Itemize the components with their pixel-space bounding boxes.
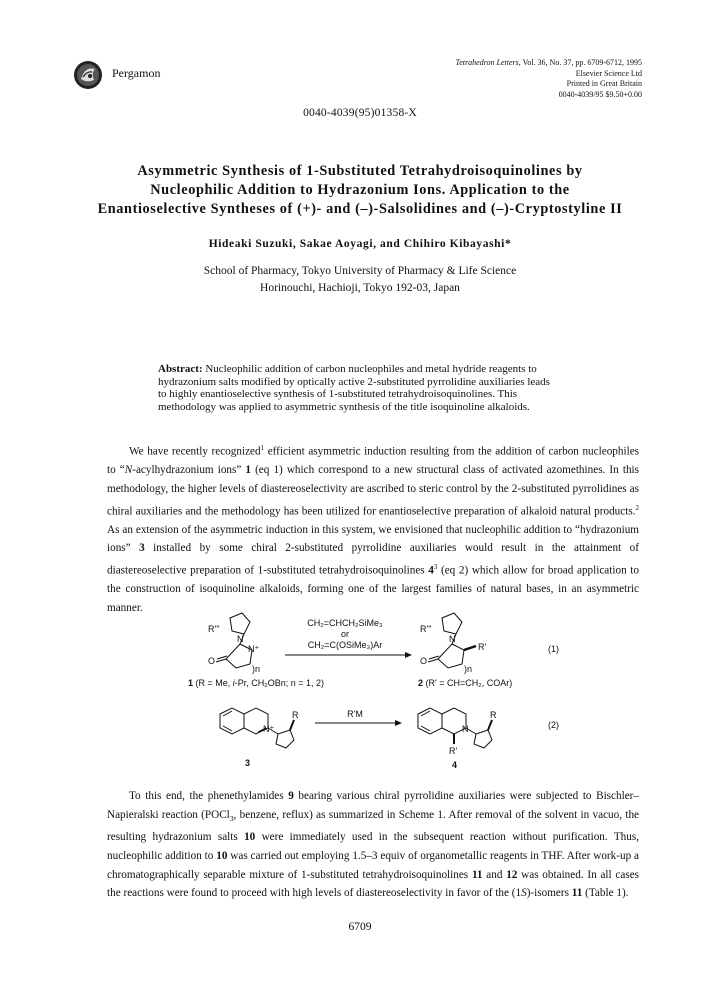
authors: Hideaki Suzuki, Sakae Aoyagi, and Chihiro Kibayashi* bbox=[208, 238, 512, 250]
cmpd2-Rprime-label: R' bbox=[478, 642, 487, 652]
abstract-label: Abstract: bbox=[158, 363, 203, 375]
reagent-silyl-enol-ether: CH₂=C(OSiMe₃)Ar bbox=[307, 640, 383, 650]
intro-paragraph: We have recently recognized$^1$ efficient asymmetric induction resulting from the addition of carbon nucleophiles to “N-acylhydrazonium ions” 1 (eq 1) which correspond to a new structural class of activated azomethines. In this methodology, the higher levels of diastereoselectivity are ascribed to steric control by the 2-substituted pyrrolidines as chiral auxiliaries and the methodology has been utilized for enantioselective preparation of alkaloid natural products.$^2$ As an extension of the asymmetric induction in this system, we envisioned that nucleophilic addition to “hydrazonium ions” 3 installed by some chiral 2-substituted pyrrolidine auxiliaries would result in the attainment of diastereoselective preparation of 1-substituted tetrahydroisoquinolines $4^3$ (eq 2) which allow for broad application to the construction of isoquinoline alkaloids, forming one of the largest families of natural bases, in an asymmetric manner. bbox=[107, 444, 640, 614]
cmpd1-O-label: O bbox=[208, 656, 216, 666]
page-number: 6709 bbox=[348, 921, 372, 933]
abstract-line-1: Nucleophilic addition of carbon nucleophiles and metal hydride reagents to bbox=[205, 363, 537, 375]
cmpd3-N-plus-label: N⁺ bbox=[263, 724, 275, 734]
affiliation bbox=[0, 263, 720, 297]
compound-3-label: 3 bbox=[245, 758, 251, 768]
abstract-line-4: methodology was applied to asymmetric synthesis of the title isoquinoline alkaloids. bbox=[158, 400, 530, 413]
compound-3-structure bbox=[220, 708, 294, 748]
abstract bbox=[158, 363, 588, 413]
journal-line-3: Printed in Great Britain bbox=[566, 79, 642, 88]
cmpd1-n-label: )n bbox=[252, 664, 261, 674]
reagent-or: or bbox=[340, 629, 350, 639]
compound-1-structure bbox=[216, 613, 252, 668]
cmpd2-O-label: O bbox=[420, 656, 428, 666]
journal-line-2: Elsevier Science Ltd bbox=[575, 68, 642, 78]
journal-info bbox=[456, 58, 642, 100]
body-paragraph-2: To this end, the phenethylamides 9 bearing various chiral pyrrolidine auxiliaries were subjected to Bischler–Napieralski reaction (POCl$_3$, benzene, reflux) as summarized in Scheme 1. After removal of the solvent in vacuo, the resulting hydrazonium salts 10 were immediately used in the subsequent reaction without purification. Thus, nucleophilic addition to 10 was carried out employing 1.5–3 equiv of organometallic reagents in THF. After work-up a chromatographically separable mixture of 1-substituted tetrahydroisoquinolines 11 and 12 was obtained. In all cases the reactions were found to proceed with high levels of diastereoselectivity in favor of the (1S)-isomers 11 (Table 1). bbox=[107, 790, 640, 900]
reagent-organometallic: R'M bbox=[347, 709, 363, 719]
cmpd1-caption: 1 (R = Me, i-Pr, CH₂OBn; n = 1, 2) bbox=[188, 678, 325, 688]
abstract-line-3: to highly enantioselective synthesis of 1-substituted tetrahydroisoquinolines. This bbox=[158, 388, 518, 400]
title-line-2: Nucleophilic Addition to Hydrazonium Ions. Application to the bbox=[150, 182, 570, 198]
reaction-arrowhead-2 bbox=[395, 720, 402, 726]
cmpd1-N-plus-label: N⁺ bbox=[248, 644, 260, 654]
affiliation-line-1: School of Pharmacy, Tokyo University of Pharmacy & Life Science bbox=[203, 265, 517, 277]
compound-4-label: 4 bbox=[452, 760, 458, 770]
reference-3: 3 bbox=[433, 563, 438, 572]
journal-citation-rest: , Vol. 36, No. 37, pp. 6709-6712, 1995 bbox=[518, 58, 642, 67]
reagent-allylsilane: CH₂=CHCH₂SiMe₃ bbox=[307, 618, 383, 628]
cmpd4-Rprime-label: R' bbox=[449, 746, 458, 756]
reference-1: 1 bbox=[260, 444, 265, 452]
cmpd1-R-label: R''' bbox=[208, 624, 220, 634]
title-line-1: Asymmetric Synthesis of 1-Substituted Tetrahydroisoquinolines by bbox=[137, 163, 583, 179]
abstract-line-2: hydrazonium salts modified by optically active 2-substituted pyrrolidine auxiliaries leads bbox=[158, 375, 550, 388]
equation-2-number: (2) bbox=[548, 720, 559, 730]
cmpd2-R-label: R''' bbox=[420, 624, 432, 634]
cmpd2-caption: 2 (R' = CH=CH₂, COAr) bbox=[418, 678, 513, 688]
cmpd3-R-label: R bbox=[292, 710, 299, 720]
paper-title bbox=[80, 162, 640, 219]
cmpd4-R-label: R bbox=[490, 710, 497, 720]
cmpd2-N-label: N bbox=[449, 634, 456, 644]
title-line-3: Enantioselective Syntheses of (+)- and (–)-Salsolidines and (–)-Cryptostyline II bbox=[97, 201, 623, 217]
doi: 0040-4039(95)01358-X bbox=[303, 107, 417, 119]
affiliation-line-2: Horinouchi, Hachioji, Tokyo 192-03, Japan bbox=[260, 282, 460, 294]
journal-citation bbox=[456, 58, 642, 69]
reaction-scheme bbox=[190, 604, 610, 779]
journal-line-4: 0040-4039/95 $9.50+0.00 bbox=[558, 89, 642, 99]
publisher-logo-icon bbox=[73, 60, 103, 90]
journal-name: Tetrahedron Letters bbox=[455, 58, 519, 67]
compound-4-structure bbox=[418, 708, 492, 748]
compound-4-ref: 4 bbox=[428, 564, 434, 577]
publisher-name: Pergamon bbox=[112, 66, 161, 80]
equation-1-number: (1) bbox=[548, 644, 559, 654]
reaction-arrowhead-1 bbox=[405, 652, 412, 658]
cmpd1-N-label: N bbox=[237, 634, 244, 644]
reference-2: 2 bbox=[635, 503, 639, 512]
cmpd4-N-label: N bbox=[462, 724, 469, 734]
cmpd2-n-label: )n bbox=[464, 664, 473, 674]
